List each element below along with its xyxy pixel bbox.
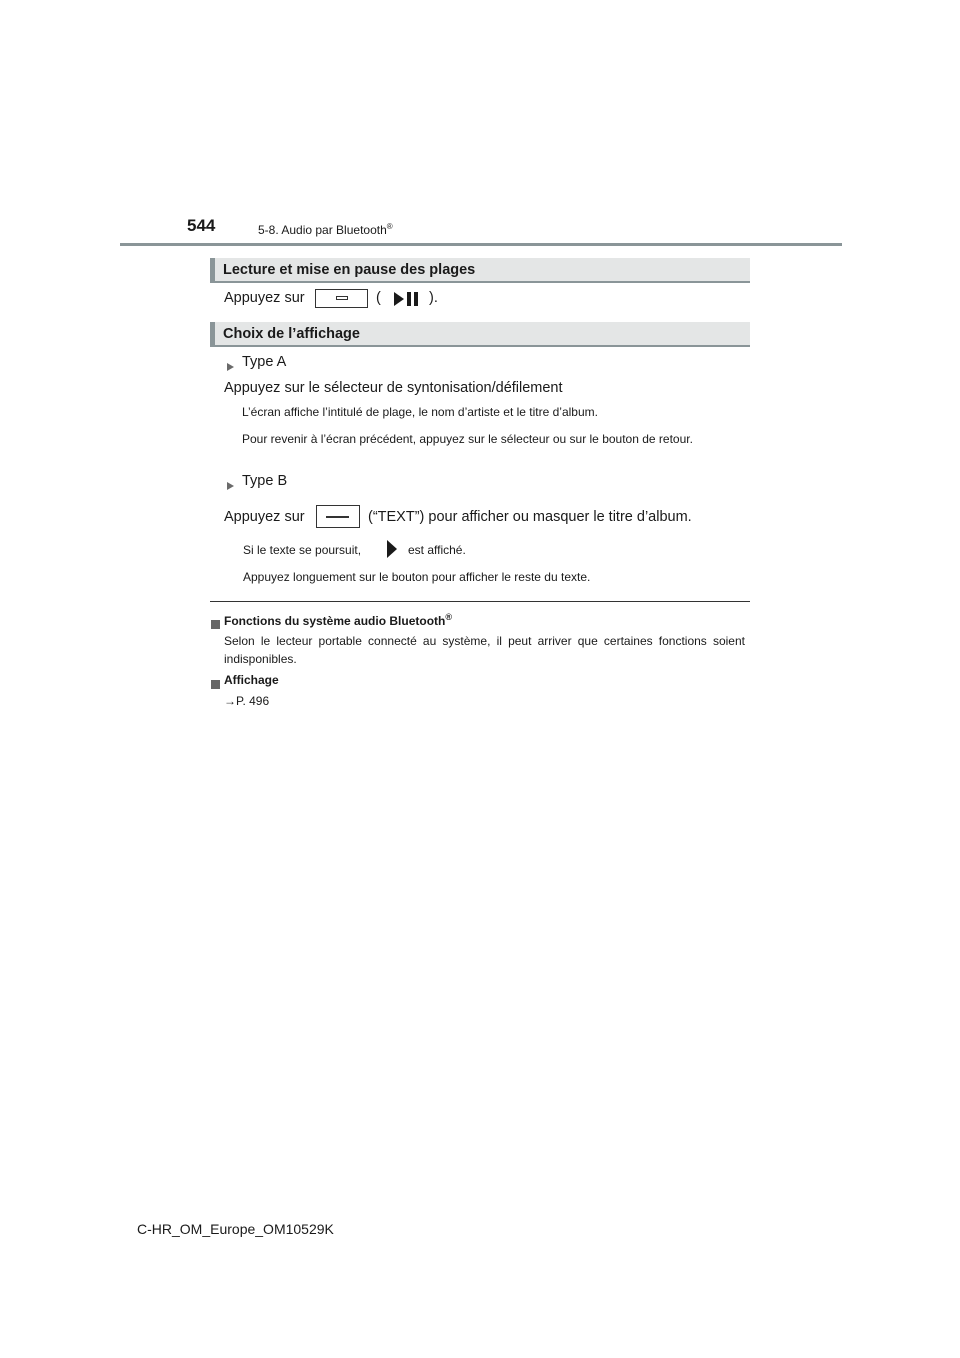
type-b-note-1-prefix: Si le texte se poursuit, xyxy=(243,543,362,557)
section-title: Lecture et mise en pause des plages xyxy=(223,262,476,278)
note-title-bluetooth xyxy=(224,612,452,628)
reference-arrow-icon: → xyxy=(224,694,236,708)
triangle-bullet-icon xyxy=(227,482,234,490)
document-id: C-HR_OM_Europe_OM10529K xyxy=(137,1221,334,1237)
seek-button-key xyxy=(315,289,368,308)
section-accent xyxy=(210,258,215,281)
text-continues-arrow-icon xyxy=(385,539,399,559)
section-accent xyxy=(210,322,215,345)
playback-instruction-open: ( xyxy=(376,290,381,306)
registered-mark: ® xyxy=(386,222,393,231)
note-body-bluetooth: Selon le lecteur portable connecté au système, il peut arriver que certaines fonctions soient indisponibles. xyxy=(224,634,745,666)
text-button-mark xyxy=(326,516,349,518)
chapter-title-text: 5-8. Audio par Bluetooth xyxy=(258,223,387,237)
type-b-label: Type B xyxy=(242,473,288,489)
section-title: Choix de l’affichage xyxy=(223,326,360,342)
registered-mark: ® xyxy=(445,612,452,622)
note-bullet xyxy=(211,616,220,634)
type-a-bullet xyxy=(227,358,234,376)
page-number: 544 xyxy=(187,216,216,235)
header-divider xyxy=(120,243,842,246)
type-b-note-1-suffix: est affiché. xyxy=(408,543,466,557)
note-title-display: Affichage xyxy=(224,673,279,687)
type-b-bullet xyxy=(227,477,234,495)
triangle-bullet-icon xyxy=(227,363,234,371)
section-heading-display xyxy=(210,322,750,347)
square-bullet-icon xyxy=(211,680,220,689)
note-title-text: Fonctions du système audio Bluetooth xyxy=(224,614,446,628)
note-bullet xyxy=(211,676,220,694)
type-a-instruction: Appuyez sur le sélecteur de syntonisation/défilement xyxy=(224,380,563,396)
playback-instruction-close: ). xyxy=(429,290,438,306)
reference-page: P. 496 xyxy=(236,694,270,708)
text-button-key xyxy=(316,505,360,528)
page-reference[interactable] xyxy=(224,694,269,708)
playback-instruction-prefix: Appuyez sur xyxy=(224,290,305,306)
type-a-label: Type A xyxy=(242,354,287,370)
type-a-note-1: L’écran affiche l’intitulé de plage, le nom d’artiste et le titre d’album. xyxy=(242,405,598,419)
chapter-title xyxy=(258,222,393,237)
type-b-instruction-suffix: (“TEXT”) pour afficher ou masquer le titre d’album. xyxy=(368,509,692,525)
type-b-instruction-prefix: Appuyez sur xyxy=(224,509,305,525)
type-b-note-2: Appuyez longuement sur le bouton pour afficher le reste du texte. xyxy=(243,570,591,584)
notes-divider xyxy=(210,601,750,602)
square-bullet-icon xyxy=(211,620,220,629)
play-pause-icon xyxy=(393,290,421,308)
seek-button-mark xyxy=(336,296,348,300)
type-a-note-2: Pour revenir à l’écran précédent, appuyez sur le sélecteur ou sur le bouton de retour. xyxy=(242,432,693,446)
section-heading-playback xyxy=(210,258,750,283)
